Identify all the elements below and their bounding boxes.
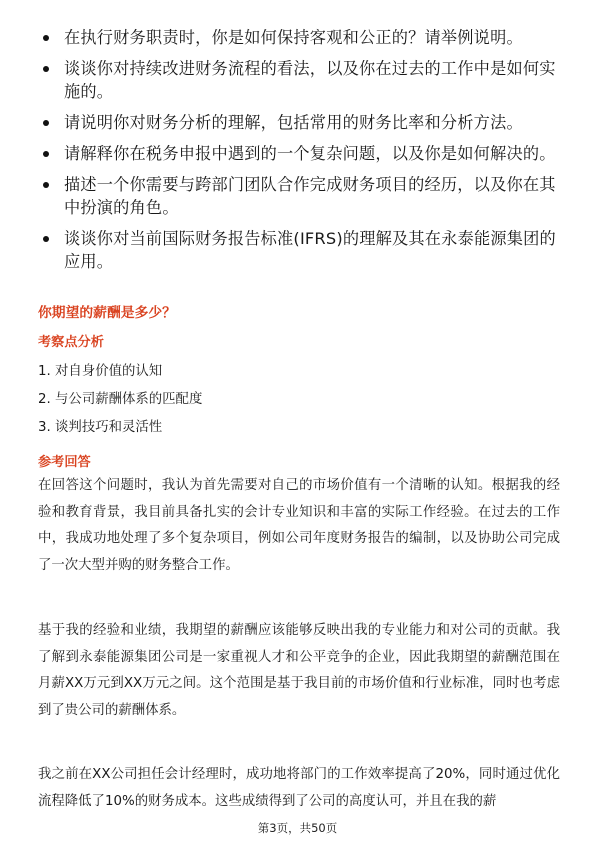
question-bullet-list — [40, 26, 560, 281]
answer-paragraph: 在回答这个问题时，我认为首先需要对自己的市场价值有一个清晰的认知。根据我的经验和教育背景，我目前具备扎实的会计专业知识和丰富的实际工作经验。在过去的工作中，我成功地处理了多个复杂项目，例如公司年度财务报告的编制，以及协助公司完成了一次大型并购的财务整合工作。 — [38, 478, 560, 573]
page-number-footer: 第3页，共50页 — [257, 821, 338, 835]
answer-paragraph: 基于我的经验和业绩，我期望的薪酬应该能够反映出我的专业能力和对公司的贡献。我了解到永泰能源集团公司是一家重视人才和公平竞争的企业，因此我期望的薪酬范围在月薪XX万元到XX万元之间。这个范围是基于我目前的市场价值和行业标准，同时也考虑到了贵公司的薪酬体系。 — [38, 623, 560, 718]
bullet-dot-icon — [43, 182, 49, 188]
bullet-item: 谈谈你对当前国际财务报告标准(IFRS)的理解及其在永泰能源集团的应用。 — [40, 227, 560, 273]
analysis-point: 1. 对自身价值的认知 — [38, 364, 163, 379]
analysis-heading: 考察点分析 — [38, 335, 104, 350]
answer-paragraph: 我之前在XX公司担任会计经理时，成功地将部门的工作效率提高了20%，同时通过优化流程降低了10%的财务成本。这些成绩得到了公司的高度认可，并且在我的薪 — [38, 767, 560, 809]
bullet-dot-icon — [43, 120, 49, 126]
bullet-item: 描述一个你需要与跨部门团队合作完成财务项目的经历，以及你在其中扮演的角色。 — [40, 173, 560, 219]
reference-answer-heading: 参考回答 — [38, 455, 91, 470]
analysis-point: 3. 谈判技巧和灵活性 — [38, 420, 163, 435]
analysis-point: 2. 与公司薪酬体系的匹配度 — [38, 392, 203, 407]
bullet-dot-icon — [43, 35, 49, 41]
analysis-point-list — [38, 358, 202, 442]
bullet-item: 请说明你对财务分析的理解，包括常用的财务比率和分析方法。 — [40, 111, 560, 134]
question-title: 你期望的薪酬是多少？ — [38, 305, 176, 321]
bullet-item: 在执行财务职责时，你是如何保持客观和公正的？请举例说明。 — [40, 26, 560, 49]
bullet-item: 请解释你在税务申报中遇到的一个复杂问题，以及你是如何解决的。 — [40, 142, 560, 165]
bullet-item: 谈谈你对持续改进财务流程的看法，以及你在过去的工作中是如何实施的。 — [40, 57, 560, 103]
bullet-dot-icon — [43, 151, 49, 157]
bullet-dot-icon — [43, 66, 49, 72]
bullet-dot-icon — [43, 236, 49, 242]
